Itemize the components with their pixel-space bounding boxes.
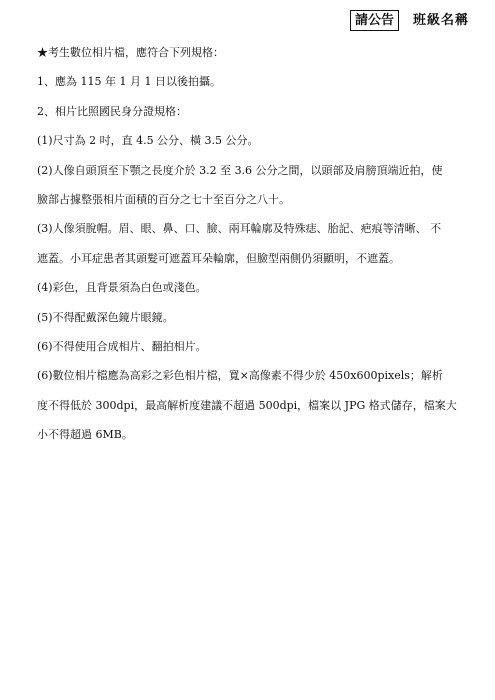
- spec-digital-line: (6)數位相片檔應為高彩之彩色相片檔，寬×高像素不得少於 450x600pixels；解析: [37, 369, 443, 383]
- document-body: [37, 38, 465, 450]
- rule-2-line: 2、相片比照國民身分證規格：: [37, 104, 187, 118]
- spec-digital-line-end: 小不得超過 6MB。: [37, 428, 133, 442]
- notice-label: 請公告: [350, 10, 399, 31]
- spec-hat-line-cont: 遮蓋。小耳症患者其頭髮可遮蓋耳朵輪廓，但臉型兩側仍須顯明，不遮蓋。: [37, 251, 400, 265]
- intro-line: ★考生數位相片檔，應符合下列規格：: [37, 46, 224, 59]
- class-name-label: 班級名稱: [412, 13, 469, 28]
- spec-hat-line: (3)人像須脫帽。眉、眼、鼻、口、臉、兩耳輪廓及特殊痣、胎記、疤痕等清晰、 不: [37, 222, 442, 236]
- rule-1-line: 1、應為 115 年 1 月 1 日以後拍攝。: [37, 75, 221, 89]
- page-header: [350, 10, 469, 31]
- spec-face-length-line: (2)人像自頭頂至下顎之長度介於 3.2 至 3.6 公分之間，以頭部及肩膀頂端近拍，使: [37, 163, 443, 177]
- spec-face-length-line-cont: 臉部占據整張相片面積的百分之七十至百分之八十。: [37, 193, 290, 207]
- spec-glasses-line: (5)不得配戴深色鏡片眼鏡。: [37, 310, 174, 324]
- spec-composite-line: (6)不得使用合成相片、翻拍相片。: [37, 340, 207, 354]
- spec-digital-line-cont: 度不得低於 300dpi，最高解析度建議不超過 500dpi，檔案以 JPG 格式儲存，檔案大: [37, 398, 457, 412]
- spec-size-line: (1)尺寸為 2 吋，直 4.5 公分、橫 3.5 公分。: [37, 134, 259, 148]
- spec-color-line: (4)彩色，且背景須為白色或淺色。: [37, 281, 207, 295]
